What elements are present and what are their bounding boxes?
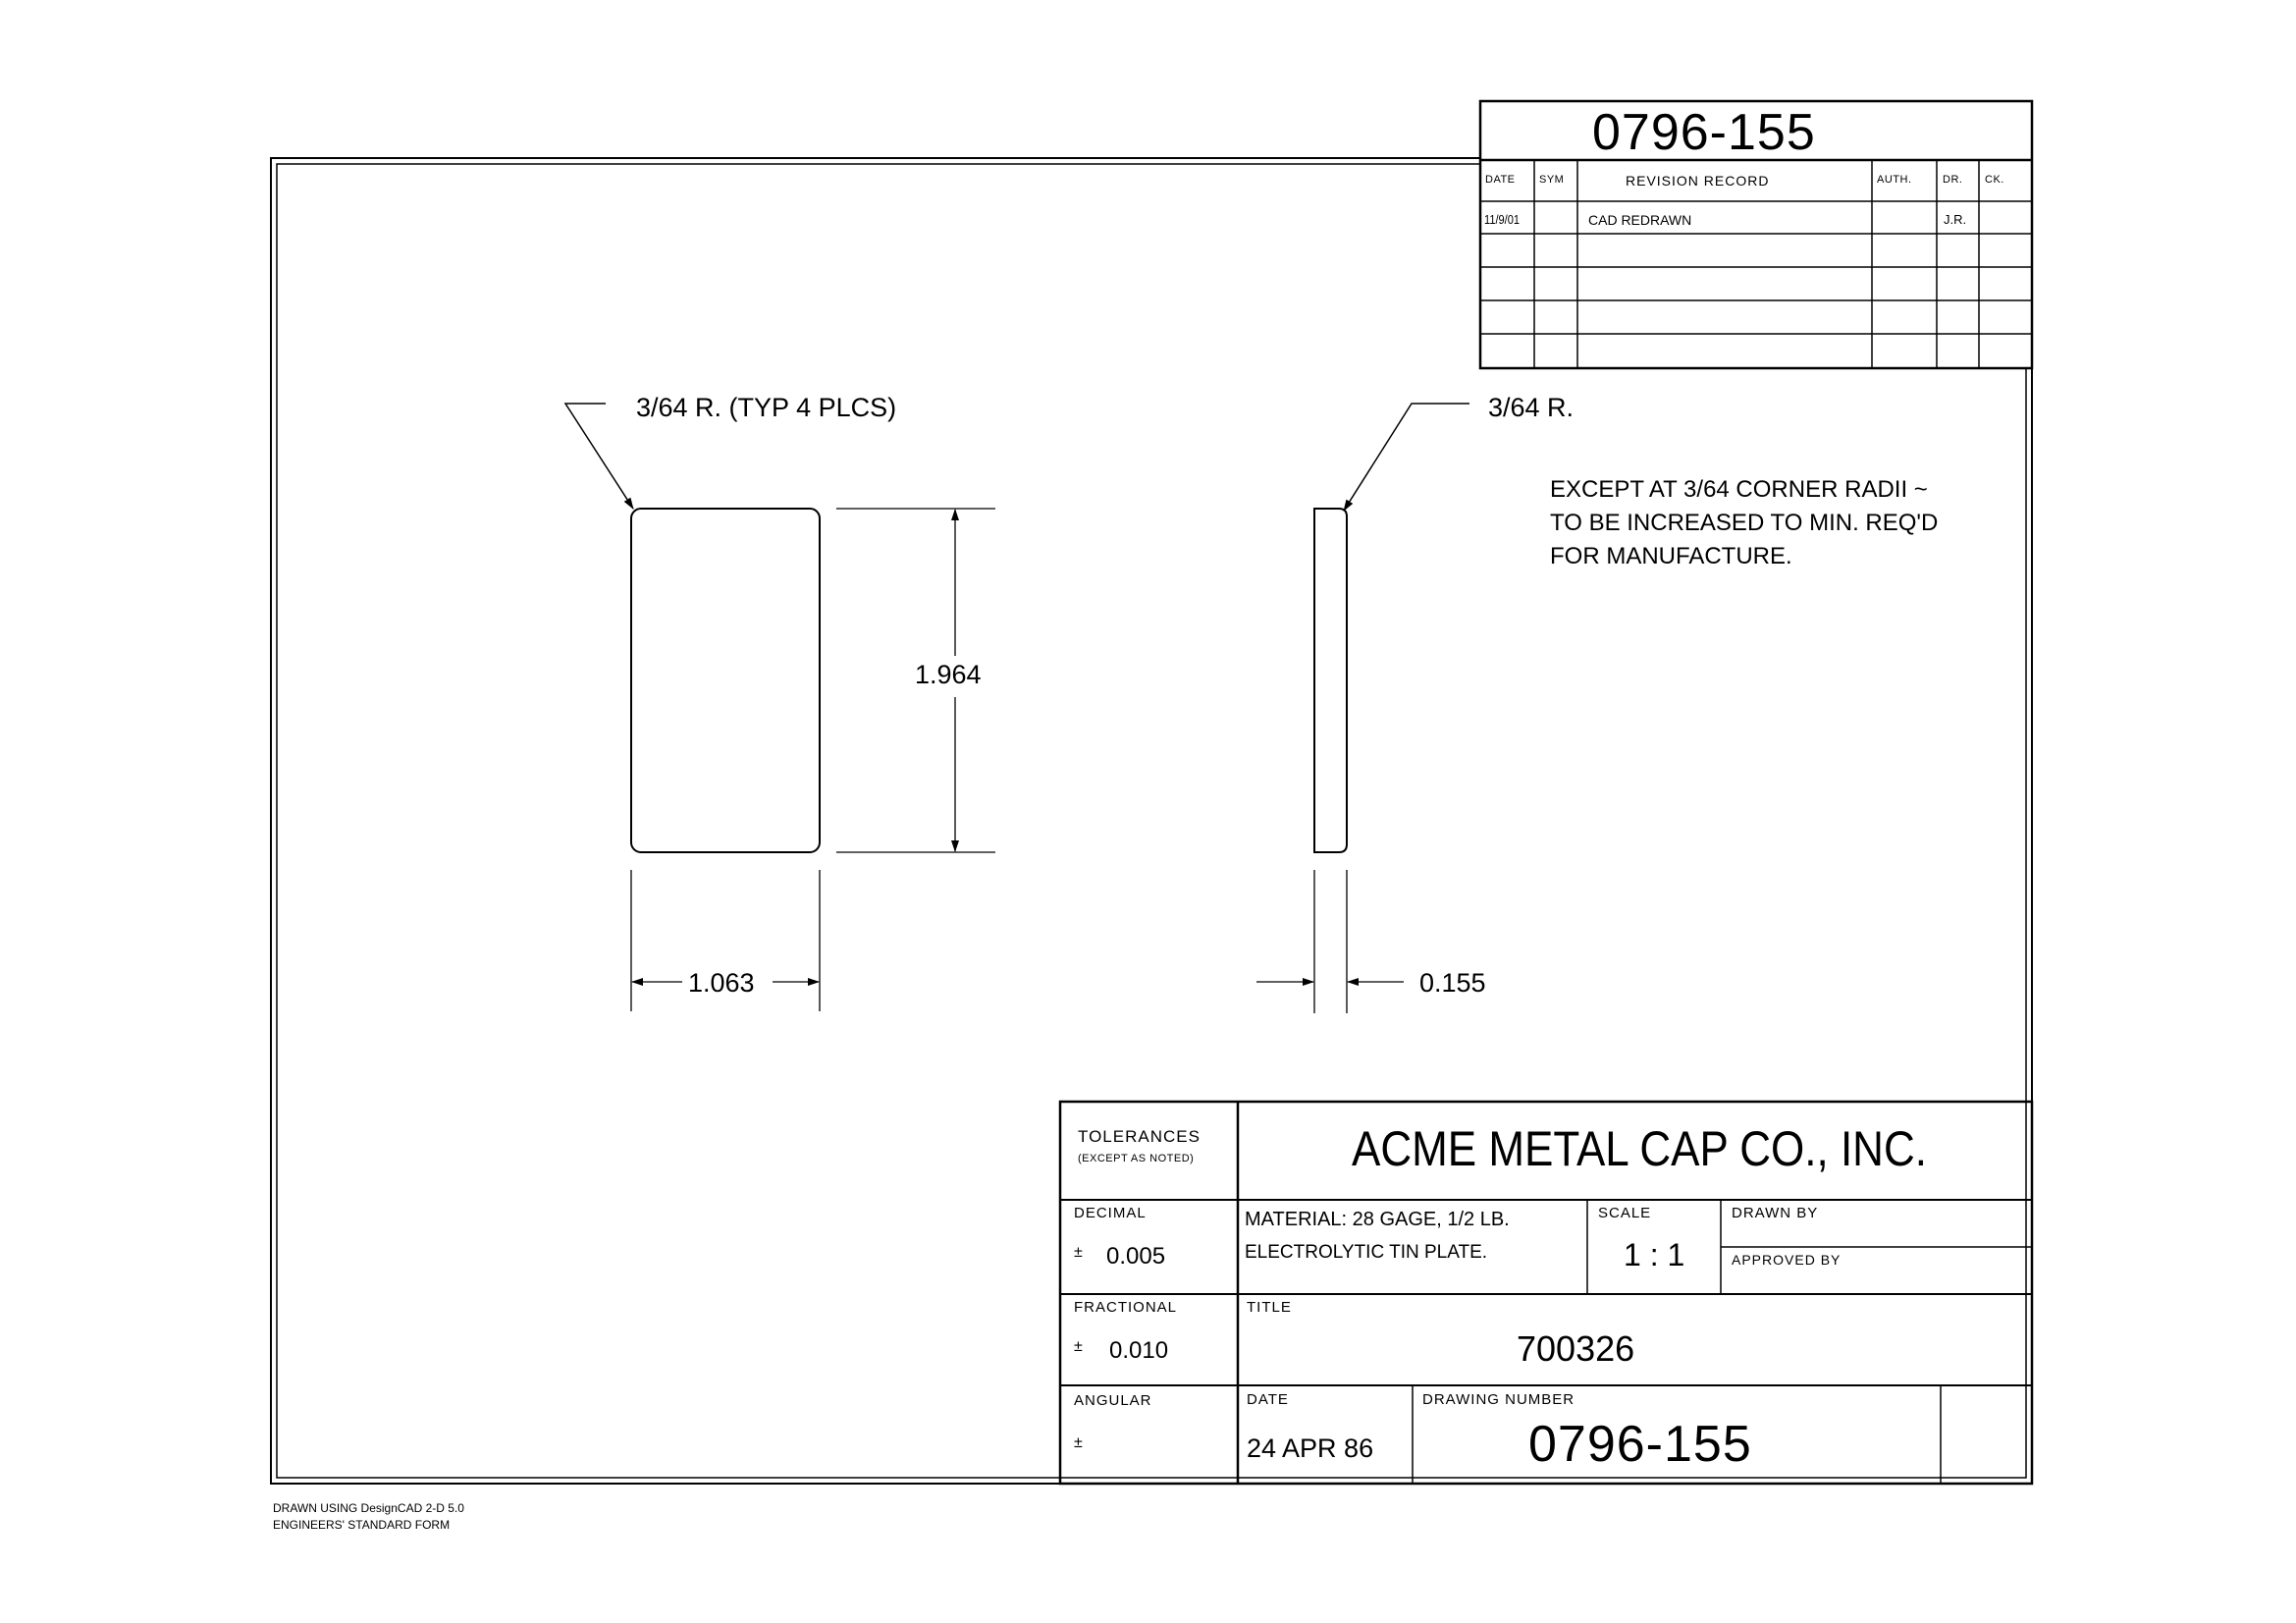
front-corner-note: 3/64 R. (TYP 4 PLCS) bbox=[636, 393, 897, 422]
side-view-outline bbox=[1314, 509, 1347, 852]
rev-header-auth: AUTH. bbox=[1877, 174, 1912, 186]
thickness-dim-value: 0.155 bbox=[1419, 968, 1486, 998]
tolerances-label: TOLERANCES bbox=[1078, 1127, 1201, 1146]
footer-line-1: DRAWN USING DesignCAD 2-D 5.0 bbox=[273, 1501, 464, 1515]
drawing-number-value: 0796-155 bbox=[1528, 1416, 1752, 1473]
rev-header-record: REVISION RECORD bbox=[1626, 173, 1770, 189]
height-dim-value: 1.964 bbox=[915, 660, 982, 689]
scale-label: SCALE bbox=[1598, 1205, 1652, 1221]
date-value: 24 APR 86 bbox=[1247, 1434, 1374, 1463]
fractional-label: FRACTIONAL bbox=[1074, 1299, 1178, 1316]
scale-value: 1 : 1 bbox=[1624, 1237, 1685, 1272]
approved-by-label: APPROVED BY bbox=[1732, 1252, 1842, 1268]
decimal-plus-minus: ± bbox=[1074, 1244, 1083, 1261]
tolerances-sub: (EXCEPT AS NOTED) bbox=[1078, 1153, 1195, 1164]
angular-label: ANGULAR bbox=[1074, 1392, 1152, 1409]
material-line-2: ELECTROLYTIC TIN PLATE. bbox=[1245, 1242, 1488, 1263]
rev-row-dr: J.R. bbox=[1944, 212, 1967, 227]
general-note-line-3: FOR MANUFACTURE. bbox=[1550, 543, 1792, 569]
revision-drawing-number: 0796-155 bbox=[1592, 104, 1816, 161]
side-corner-note: 3/64 R. bbox=[1488, 393, 1575, 422]
title-label: TITLE bbox=[1247, 1299, 1292, 1316]
rev-header-ck: CK. bbox=[1985, 174, 2004, 186]
date-label: DATE bbox=[1247, 1391, 1289, 1408]
rev-row-record: CAD REDRAWN bbox=[1588, 212, 1692, 228]
company-name: ACME METAL CAP CO., INC. bbox=[1352, 1121, 1927, 1176]
rev-header-dr: DR. bbox=[1943, 174, 1963, 186]
rev-row-date: 11/9/01 bbox=[1484, 212, 1521, 227]
width-dim-value: 1.063 bbox=[688, 968, 755, 998]
fractional-value: 0.010 bbox=[1109, 1337, 1169, 1364]
drawn-by-label: DRAWN BY bbox=[1732, 1205, 1819, 1221]
general-note-line-2: TO BE INCREASED TO MIN. REQ'D bbox=[1550, 510, 1939, 536]
decimal-label: DECIMAL bbox=[1074, 1205, 1147, 1221]
side-corner-leader bbox=[1344, 404, 1469, 511]
front-view-outline bbox=[631, 509, 820, 852]
fractional-plus-minus: ± bbox=[1074, 1338, 1083, 1355]
decimal-value: 0.005 bbox=[1106, 1243, 1166, 1270]
rev-header-sym: SYM bbox=[1539, 174, 1565, 186]
drawing-number-label: DRAWING NUMBER bbox=[1422, 1391, 1575, 1408]
general-note-line-1: EXCEPT AT 3/64 CORNER RADII ~ bbox=[1550, 476, 1928, 503]
front-corner-leader bbox=[565, 404, 633, 509]
angular-plus-minus: ± bbox=[1074, 1434, 1083, 1451]
thickness-dimension bbox=[1256, 870, 1404, 1013]
material-line-1: MATERIAL: 28 GAGE, 1/2 LB. bbox=[1245, 1209, 1510, 1230]
rev-header-date: DATE bbox=[1485, 174, 1516, 186]
title-value: 700326 bbox=[1517, 1328, 1635, 1369]
footer-line-2: ENGINEERS' STANDARD FORM bbox=[273, 1518, 451, 1532]
